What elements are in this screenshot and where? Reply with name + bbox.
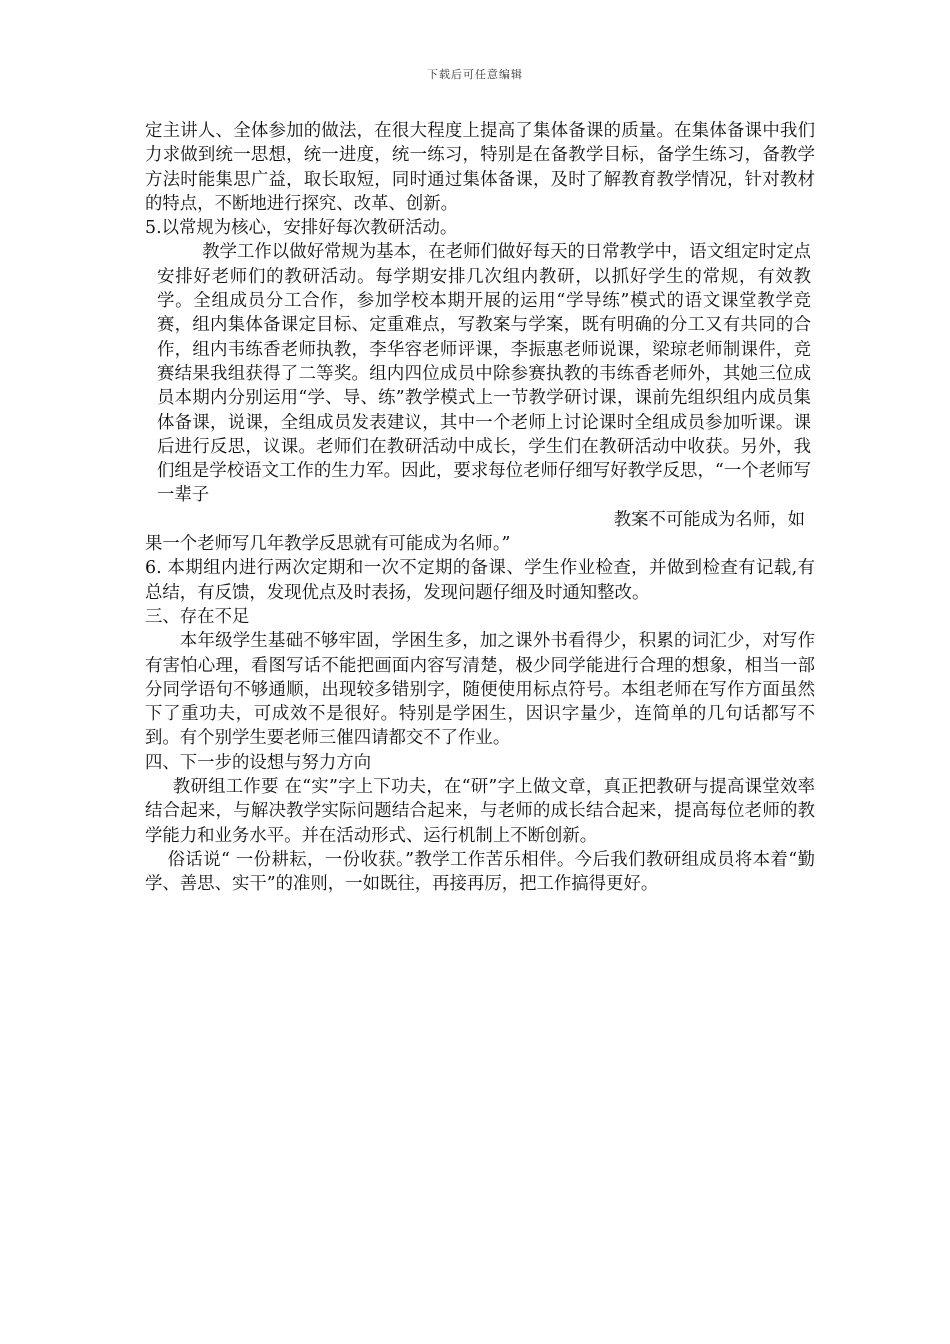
paragraph-research-activities-end: 教案不可能成为名师，如 bbox=[613, 509, 805, 530]
heading-next-steps: 四、下一步的设想与努力方向 bbox=[145, 752, 372, 773]
paragraph-closing: 俗话说“ 一份耕耘，一份收获。”教学工作苦乐相伴。今后我们教研组成员将本着“勤学、善思、实干”的准则，一如既往，再接再厉，把工作搞得更好。 bbox=[145, 849, 815, 895]
paragraph-shortcomings: 本年级学生基础不够牢固，学困生多，加之课外书看得少，积累的词汇少，对写作有害怕心理，看图写话不能把画面内容写清楚，极少同学能进行合理的想象，相当一部分同学语句不够通顺，出现较多错别字，随便使用标点符号。本组老师在写作方面虽然下了重功夫，可成效不是很好。特别是学困生，因识字量少，连简单的几句话都写不到。有个别学生要老师三催四请都交不了作业。 bbox=[145, 631, 815, 749]
paragraph-research-activities: 教学工作以做好常规为基本，在老师们做好每天的日常教学中，语文组定时定点安排好老师们的教研活动。每学期安排几次组内教研，以抓好学生的常规，有效教学。全组成员分工合作，参加学校本期开展的运用“学导练”模式的语文课堂教学竞赛，组内集体备课定目标、定重难点，写教案与学案，既有明确的分工又有共同的合作，组内韦练香老师执教，李华容老师评课，李振惠老师说课，梁琼老师制课件，竞赛结果我组获得了二等奖。组内四位成员中除参赛执教的韦练香老师外，其她三位成员本期内分别运用“学、导、练”教学模式上一节教学研讨课，课前先组织组内成员集体备课，说课，全组成员发表建议，其中一个老师上讨论课时全组成员参加听课。课后进行反思，议课。老师们在教研活动中成长，学生们在教研活动中收获。另外，我们组是学校语文工作的生力军。因此，要求每位老师仔细写好教学反思，“一个老师写一辈子 bbox=[157, 242, 811, 506]
page-header: 下载后可任意编辑 bbox=[427, 68, 523, 81]
paragraph-reflection-quote: 果一个老师写几年教学反思就有可能成为名师。” bbox=[145, 534, 511, 555]
paragraph-homework-check: 6. 本期组内进行两次定期和一次不定期的备课、学生作业检查，并做到检查有记载,有总结，有反馈，发现优点及时表扬，发现问题仔细及时通知整改。 bbox=[145, 558, 815, 603]
heading-shortcomings: 三、存在不足 bbox=[145, 606, 250, 627]
paragraph-next-steps: 教研组工作要 在“实”字上下功夫，在“研”字上做文章，真正把教研与提高课堂效率结合起来，与解决教学实际问题结合起来，与老师的成长结合起来，提高每位老师的教学能力和业务水平。并在活动形式、运行机制上不断创新。 bbox=[145, 777, 815, 846]
document-body bbox=[145, 119, 815, 897]
paragraph-lesson-prep: 定主讲人、全体参加的做法，在很大程度上提高了集体备课的质量。在集体备课中我们力求做到统一思想，统一进度，统一练习，特别是在备教学目标，备学生练习，备教学方法时能集思广益，取长取短，同时通过集体备课，及时了解教育教学情况，针对教材的特点，不断地进行探究、改革、创新。 bbox=[145, 121, 815, 214]
paragraph-research-activities-block bbox=[145, 240, 815, 532]
heading-routine-research: 5.以常规为核心，安排好每次教研活动。 bbox=[145, 218, 458, 239]
